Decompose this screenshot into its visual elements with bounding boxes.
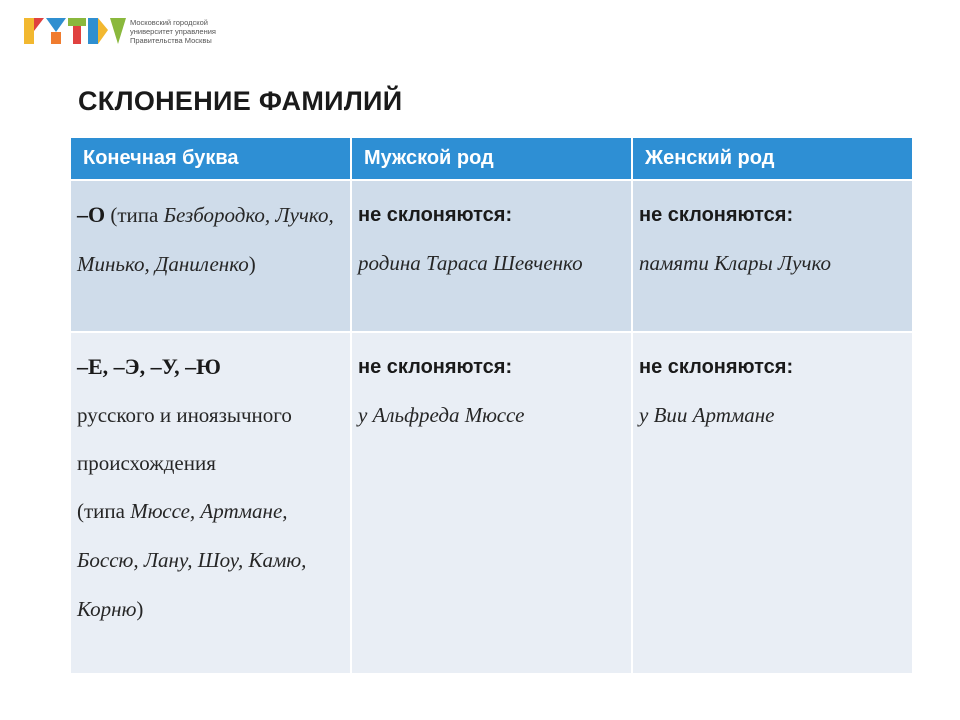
masculine-example: у Альфреда Мюссе [358,403,525,427]
header-ending: Конечная буква [71,138,351,180]
table-header-row [71,138,912,180]
feminine-example: памяти Клары Лучко [639,251,831,275]
page-title: СКЛОНЕНИЕ ФАМИЛИЙ [78,86,403,116]
ending-desc-prefix: (типа [77,499,131,523]
table-row [71,332,912,673]
feminine-cell [632,180,912,332]
header-feminine: Женский род [632,138,912,180]
ending-cell [71,332,351,673]
masculine-cell [351,180,632,332]
ending-examples: Безбородко, Лучко, Минько, Даниленко [77,203,334,276]
table-row [71,180,912,332]
feminine-example: у Вии Артмане [639,403,775,427]
ending-desc-prefix: (типа [105,203,164,227]
masculine-cell [351,332,632,673]
ending-origin: русского и иноязычного происхождения [77,403,292,475]
ending-desc-suffix: ) [136,597,144,621]
ending-examples: Мюссе, Артмане, Боссю, Лану, Шоу, Камю, Корню [77,499,307,621]
masculine-rule: не склоняются: [358,356,513,378]
declension-table [71,138,912,673]
header-masculine: Мужской род [351,138,632,180]
ending-desc-suffix: ) [248,252,256,276]
masculine-example: родина Тараса Шевченко [358,251,583,275]
feminine-rule: не склоняются: [639,204,794,226]
masculine-rule: не склоняются: [358,204,513,226]
university-logo [24,18,240,45]
ending-cell [71,180,351,332]
feminine-cell [632,332,912,673]
feminine-rule: не склоняются: [639,356,794,378]
logo-mark-icon [24,18,126,44]
logo-org-name: Московский городской университет управления Правительства Москвы [130,18,216,45]
ending-letter: –Е, –Э, –У, –Ю [77,354,221,379]
ending-letter: –О [77,202,106,227]
